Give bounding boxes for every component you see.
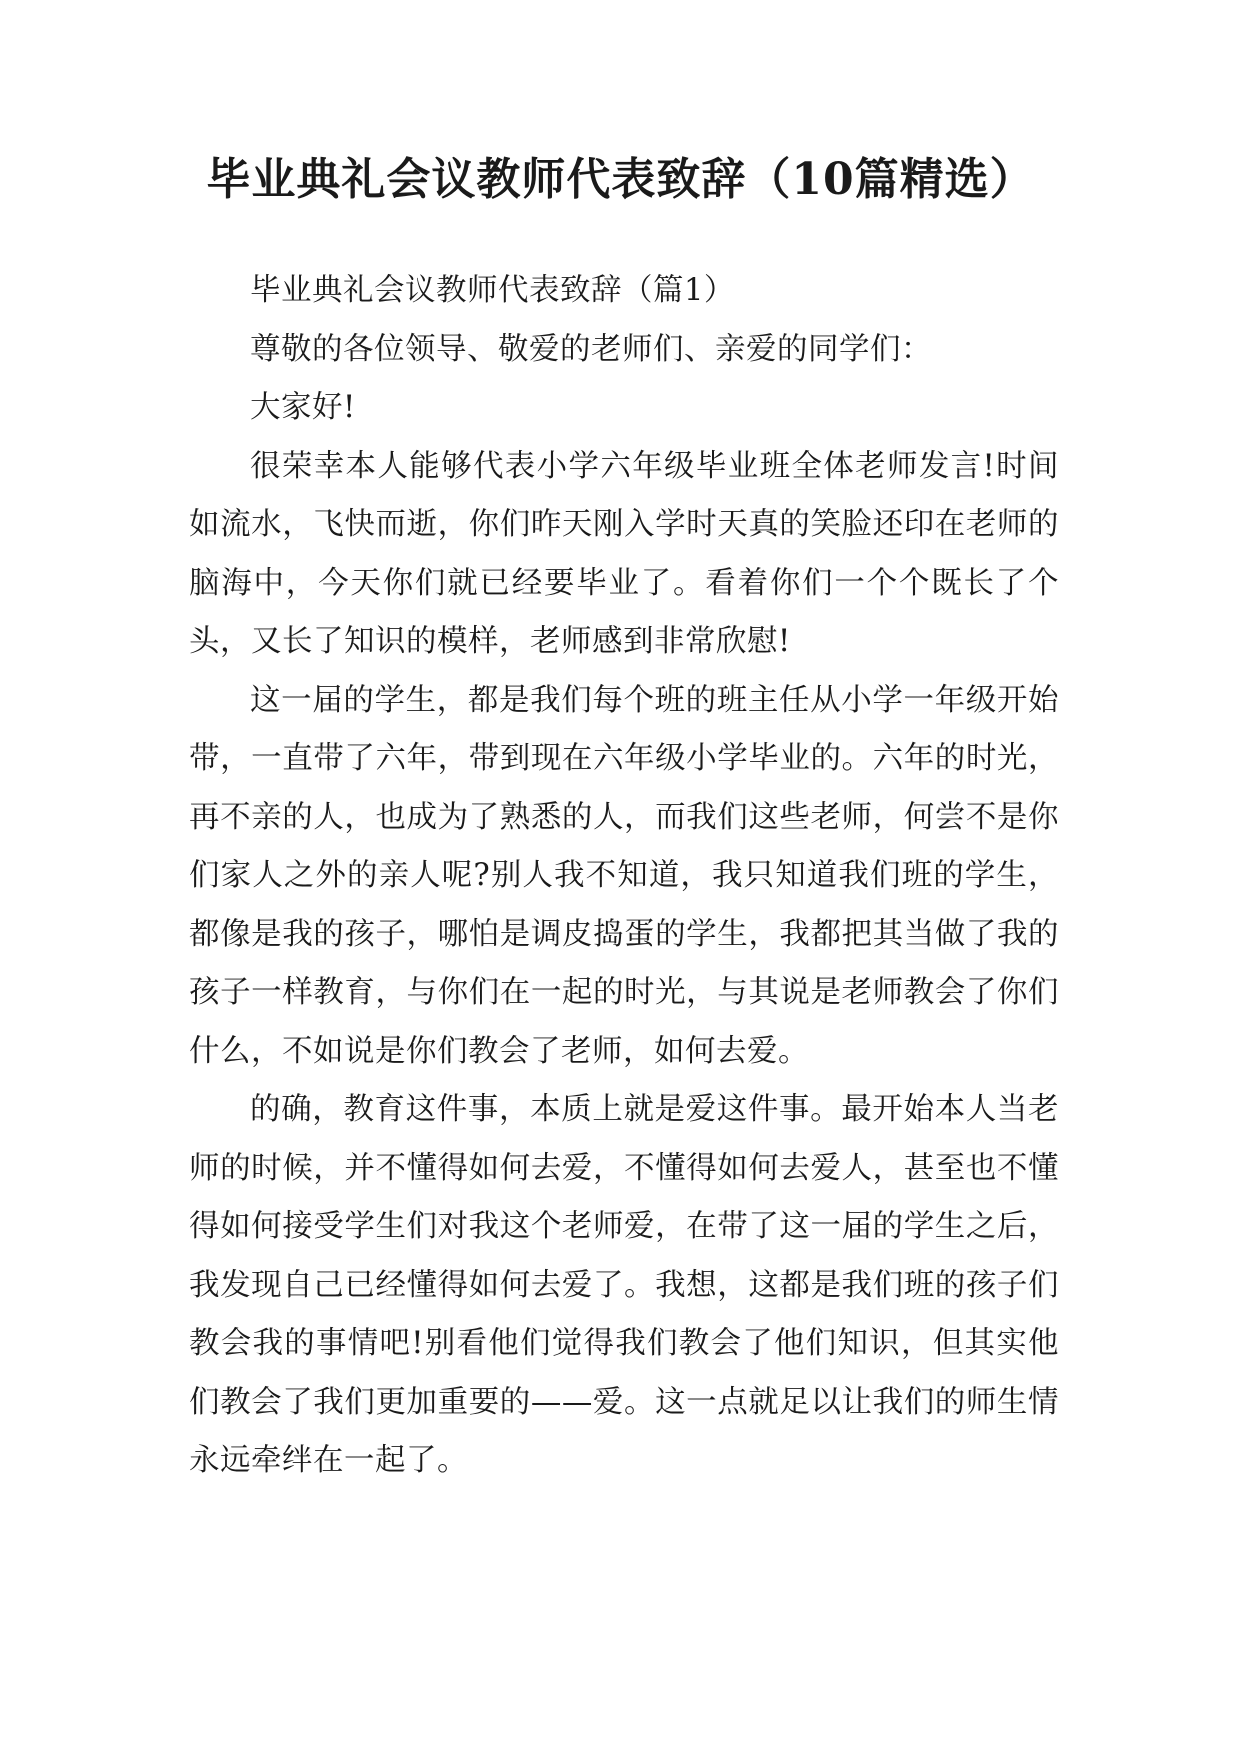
section-heading: 毕业典礼会议教师代表致辞（篇1） [250, 273, 735, 308]
body-paragraph: 的确，教育这件事，本质上就是爱这件事。最开始本人当老师的时候，并不懂得如何去爱，不懂得如何去爱人，甚至也不懂得如何接受学生们对我这个老师爱，在带了这一届的学生之后，我发现自己已经懂得如何去爱了。我想，这都是我们班的孩子们教会我的事情吧!别看他们觉得我们教会了他们知识，但其实他们教会了我们更加重要的——爱。这一点就足以让我们的师生情永远牵绊在一起了。 [189, 1092, 1059, 1478]
salutation: 尊敬的各位领导、敬爱的老师们、亲爱的同学们： [250, 331, 932, 367]
document-title: 毕业典礼会议教师代表致辞（10篇精选） [206, 154, 1035, 205]
body-paragraph: 很荣幸本人能够代表小学六年级毕业班全体老师发言!时间如流水，飞快而逝，你们昨天刚入学时天真的笑脸还印在老师的脑海中，今天你们就已经要毕业了。看着你们一个个既长了个头，又长了知识的模样，老师感到非常欣慰! [189, 448, 1059, 659]
document-body [189, 262, 1059, 1491]
body-paragraph: 这一届的学生，都是我们每个班的班主任从小学一年级开始带，一直带了六年，带到现在六年级小学毕业的。六年的时光，再不亲的人，也成为了熟悉的人，而我们这些老师，何尝不是你们家人之外的亲人呢?别人我不知道，我只知道我们班的学生，都像是我的孩子，哪怕是调皮捣蛋的学生，我都把其当做了我的孩子一样教育，与你们在一起的时光，与其说是老师教会了你们什么，不如说是你们教会了老师，如何去爱。 [189, 682, 1059, 1069]
greeting: 大家好! [250, 390, 356, 425]
